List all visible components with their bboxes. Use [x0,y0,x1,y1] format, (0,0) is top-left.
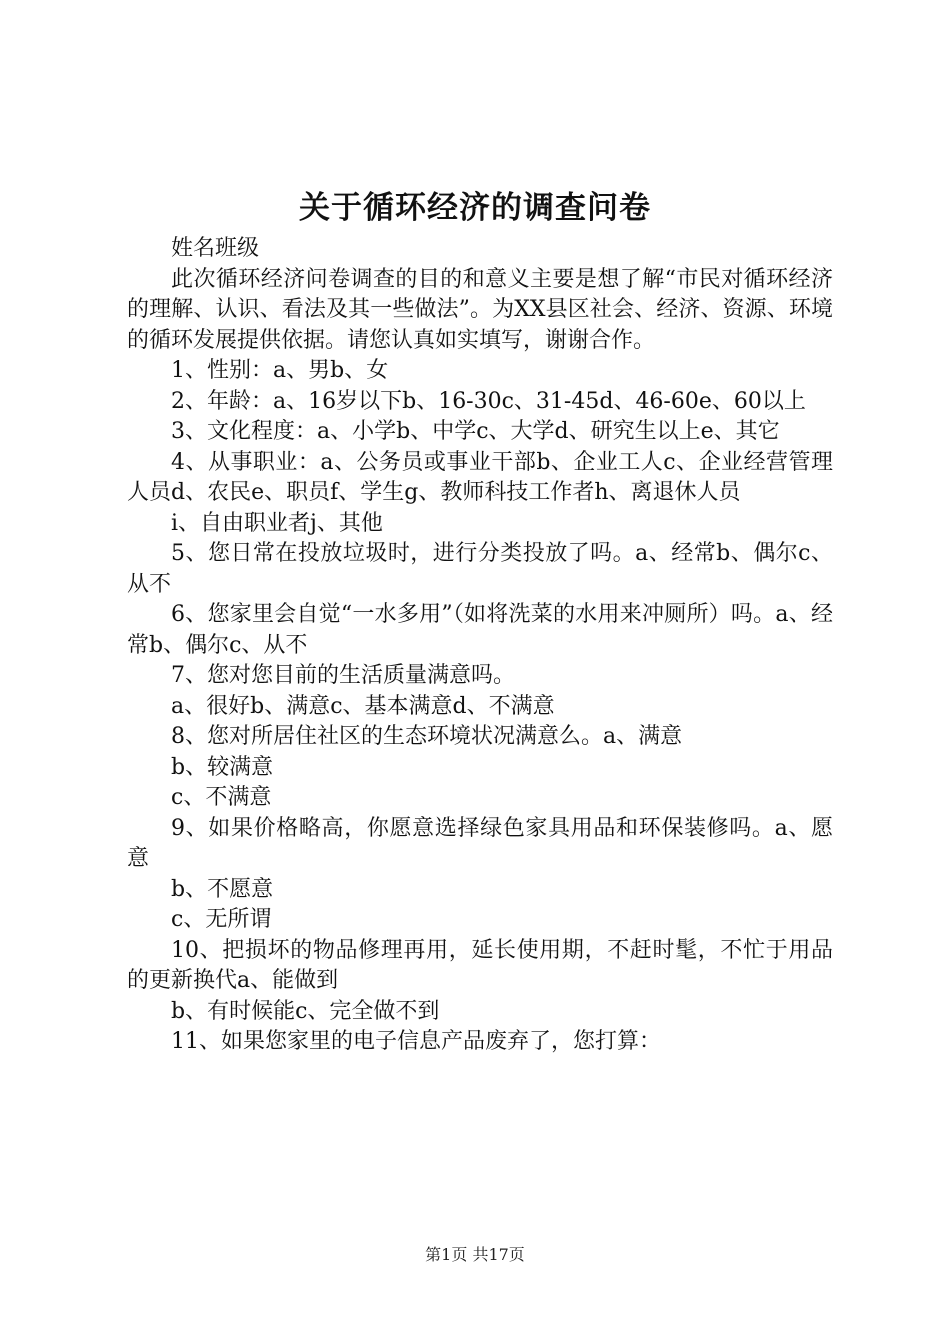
question-9-option-c: c、无所谓 [171,907,272,932]
question-10-options: b、有时候能c、完全做不到 [171,998,440,1024]
question-11: 11、如果您家里的电子信息产品废弃了，您打算： [171,1029,661,1054]
name-class-line: 姓名班级 [171,236,260,261]
document-body [127,234,833,1058]
question-4-options-cont: i、自由职业者j、其他 [171,510,383,536]
question-7-options: a、很好b、满意c、基本满意d、不满意 [171,693,555,719]
document-title: 关于循环经济的调查问卷 [299,190,651,226]
page-number-footer: 第1页 共17页 [425,1245,525,1264]
question-2: 2、年龄：a、16岁以下b、16-30c、31-45d、46-60e、60以上 [171,388,806,414]
question-6: 6、您家里会自觉“一水多用”（如将洗菜的水用来冲厕所）吗。a、经常b、偶尔c、从不 [127,602,833,658]
question-9: 9、如果价格略高，你愿意选择绿色家具用品和环保装修吗。a、愿意 [127,815,833,871]
intro-paragraph: 此次循环经济问卷调查的目的和意义主要是想了解“市民对循环经济的理解、认识、看法及其一些做法”。为XX县区社会、经济、资源、环境的循环发展提供依据。请您认真如实填写，谢谢合作。 [127,266,833,353]
question-4: 4、从事职业：a、公务员或事业干部b、企业工人c、企业经营管理人员d、农民e、职员f、学生g、教师科技工作者h、离退休人员 [127,449,833,505]
question-8: 8、您对所居住社区的生态环境状况满意么。a、满意 [171,724,683,749]
question-10: 10、把损坏的物品修理再用，延长使用期，不赶时髦，不忙于用品的更新换代a、能做到 [127,937,833,993]
question-8-option-c: c、不满意 [171,785,272,810]
question-9-option-b: b、不愿意 [171,876,274,902]
question-7: 7、您对您目前的生活质量满意吗。 [171,663,515,688]
question-1: 1、性别：a、男b、女 [171,358,389,383]
question-5: 5、您日常在投放垃圾时，进行分类投放了吗。a、经常b、偶尔c、从不 [127,541,833,597]
question-8-option-b: b、较满意 [171,754,274,780]
question-3: 3、文化程度：a、小学b、中学c、大学d、研究生以上e、其它 [171,419,780,444]
